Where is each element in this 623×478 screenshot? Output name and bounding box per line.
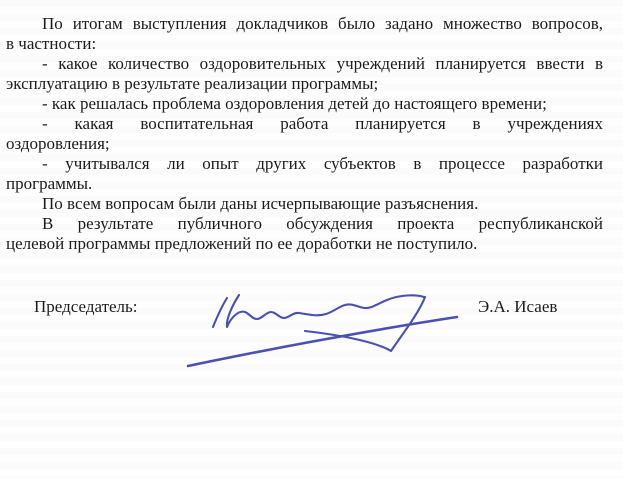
paragraph-line: - какое количество оздоровительных учреждений планируется ввести в	[42, 54, 603, 73]
signatory-name: Э.А. Исаев	[478, 297, 558, 316]
paragraph-line: По итогам выступления докладчиков было задано множество вопросов,	[42, 14, 603, 33]
paragraph-line: - как решалась проблема оздоровления детей до настоящего времени;	[42, 94, 547, 113]
paragraph-line: эксплуатацию в результате реализации программы;	[6, 74, 379, 93]
chairman-label: Председатель:	[34, 297, 138, 316]
paragraph-line: в частности:	[6, 34, 97, 53]
paragraph-line: - учитывался ли опыт других субъектов в процессе разработки	[42, 154, 603, 173]
paragraph-line: оздоровления;	[6, 134, 110, 153]
signature-image	[185, 288, 470, 376]
paragraph-line: целевой программы предложений по ее доработки не поступило.	[6, 234, 478, 253]
signature-stroke-slash	[213, 298, 227, 327]
signature-stroke-body	[227, 295, 424, 327]
paragraph-line: По всем вопросам были даны исчерпывающие разъяснения.	[42, 194, 479, 213]
document-body	[6, 14, 603, 254]
paragraph-line: - какая воспитательная работа планируется в учреждениях	[42, 114, 603, 133]
paragraph-line: программы.	[6, 174, 93, 193]
paragraph-line: В результате публичного обсуждения проекта республиканской	[42, 214, 603, 233]
